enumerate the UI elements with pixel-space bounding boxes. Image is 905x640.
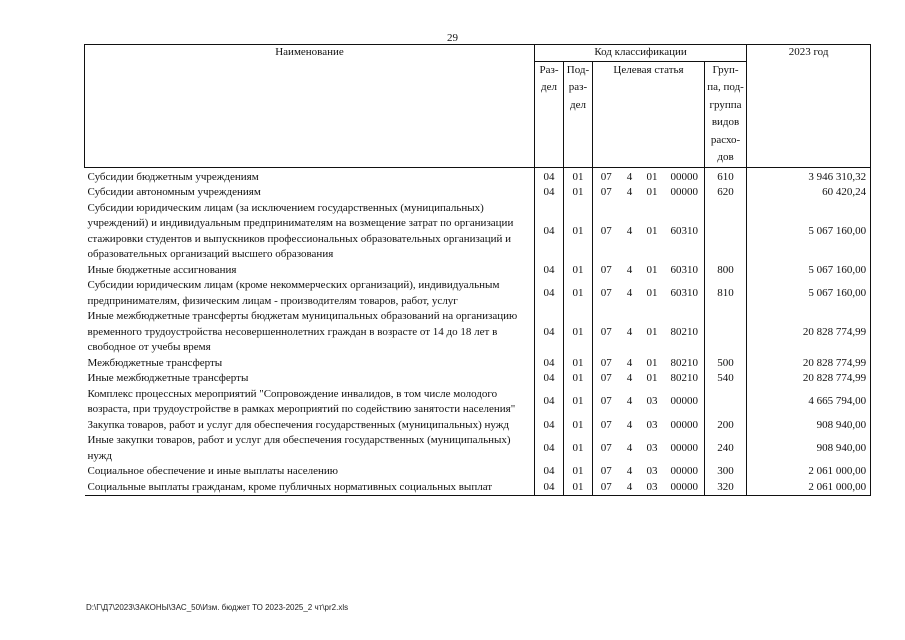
row-target-type: 4 (626, 418, 633, 431)
row-target-direction: 00000 (670, 186, 698, 198)
row-target-complex: 01 (646, 186, 658, 198)
row-name: Иные межбюджетные трансферты (87, 372, 249, 384)
row-target-type: 4 (626, 224, 633, 237)
row-target-type: 4 (626, 356, 633, 369)
row-target-direction: 00000 (670, 441, 698, 454)
table-row (85, 185, 871, 201)
header-target-item: Целевая статья (593, 61, 705, 167)
row-amount: 20 828 774,99 (747, 356, 871, 372)
row-name: Межбюджетные трансферты (87, 356, 223, 369)
row-target-type: 4 (626, 395, 633, 408)
header-classification-code: Код классификации (535, 45, 747, 62)
row-target-program: 07 (593, 185, 620, 201)
header-subsection: Под- раз- дел (564, 61, 593, 167)
row-expense-group: 620 (705, 185, 747, 201)
row-target-direction: 80210 (670, 372, 698, 384)
row-name: Иные закупки товаров, работ и услуг для обеспечения государственных (муниципальных) нужд (87, 434, 511, 462)
row-subsection: 01 (564, 433, 593, 464)
row-subsection: 01 (564, 387, 593, 418)
row-expense-group: 200 (705, 418, 747, 434)
row-amount: 5 067 160,00 (747, 201, 871, 263)
table-row (85, 201, 871, 263)
table-row (85, 433, 871, 464)
row-target-complex: 01 (646, 263, 658, 276)
table-row (85, 309, 871, 356)
row-target-direction: 00000 (670, 418, 698, 431)
row-target-direction: 00000 (670, 465, 698, 477)
row-target-direction: 80210 (670, 325, 698, 338)
row-expense-group: 500 (705, 356, 747, 372)
row-expense-group: 540 (705, 371, 747, 387)
row-section: 04 (535, 356, 564, 372)
row-subsection: 01 (564, 464, 593, 480)
row-subsection: 01 (564, 167, 593, 185)
row-target-type: 4 (626, 186, 633, 198)
file-path: D:\Г\Д7\2023\ЗАКОНЫ\ЗАС_50\Изм. бюджет ТО 2023-2025_2 чт\pr2.xls (86, 603, 349, 612)
row-expense-group: 320 (705, 480, 747, 496)
row-amount: 2 061 000,00 (747, 464, 871, 480)
row-target-direction: 60310 (670, 286, 698, 299)
row-section: 04 (535, 464, 564, 480)
row-target-complex: 01 (646, 286, 658, 299)
row-name: Субсидии юридическим лицам (кроме некоммерческих организаций), индивидуальным предпринимателям, физическим лицам - производителям товаров, работ, услуг (87, 279, 500, 307)
row-section: 04 (535, 387, 564, 418)
row-name: Социальное обеспечение и иные выплаты населению (87, 465, 339, 477)
row-section: 04 (535, 167, 564, 185)
row-amount: 908 940,00 (747, 418, 871, 434)
row-target-program: 07 (593, 418, 620, 434)
page-number: 29 (447, 32, 458, 44)
row-target-direction: 00000 (670, 170, 698, 183)
row-target-complex: 03 (646, 418, 658, 431)
row-target-program: 07 (593, 356, 620, 372)
budget-table (84, 44, 871, 496)
row-name: Комплекс процессных мероприятий "Сопровождение инвалидов, в том числе молодого возраста, при трудоустройстве в рамках мероприятий по содействию занятости населения" (87, 387, 516, 415)
row-target-type: 4 (626, 263, 633, 276)
table-row (85, 480, 871, 496)
row-target-type: 4 (626, 441, 633, 454)
table-row (85, 418, 871, 434)
table-row (85, 387, 871, 418)
row-name: Социальные выплаты гражданам, кроме публичных нормативных социальных выплат (87, 480, 493, 493)
row-expense-group (705, 387, 747, 418)
row-target-direction: 00000 (670, 480, 698, 493)
row-amount: 60 420,24 (747, 185, 871, 201)
row-target-direction: 00000 (670, 395, 698, 408)
row-target-complex: 01 (646, 224, 658, 237)
row-subsection: 01 (564, 278, 593, 309)
row-subsection: 01 (564, 309, 593, 356)
row-subsection: 01 (564, 371, 593, 387)
row-target-program: 07 (593, 278, 620, 309)
row-target-type: 4 (626, 325, 633, 338)
row-target-direction: 60310 (670, 224, 698, 237)
row-expense-group: 800 (705, 263, 747, 279)
row-amount: 3 946 310,32 (747, 167, 871, 185)
row-section: 04 (535, 263, 564, 279)
row-section: 04 (535, 418, 564, 434)
row-name: Субсидии бюджетным учреждениям (87, 170, 259, 183)
row-section: 04 (535, 309, 564, 356)
row-name: Субсидии автономным учреждениям (87, 186, 261, 198)
row-expense-group: 300 (705, 464, 747, 480)
row-amount: 20 828 774,99 (747, 309, 871, 356)
row-target-program: 07 (593, 480, 620, 496)
row-target-program: 07 (593, 167, 620, 185)
row-amount: 908 940,00 (747, 433, 871, 464)
row-subsection: 01 (564, 418, 593, 434)
header-name: Наименование (85, 45, 535, 168)
table-row (85, 356, 871, 372)
row-amount: 2 061 000,00 (747, 480, 871, 496)
row-target-complex: 01 (646, 325, 658, 338)
row-section: 04 (535, 201, 564, 263)
row-name: Субсидии юридическим лицам (за исключением государственных (муниципальных) учреждений) и индивидуальным предпринимателям на возмещение затрат по организации стажировки студентов и выпускников профессиональных образовательных организаций и образовательных организаций высшего образования (87, 201, 514, 260)
row-target-program: 07 (593, 201, 620, 263)
row-amount: 4 665 794,00 (747, 387, 871, 418)
row-expense-group (705, 201, 747, 263)
row-expense-group: 810 (705, 278, 747, 309)
row-target-type: 4 (626, 286, 633, 299)
row-section: 04 (535, 185, 564, 201)
row-target-complex: 01 (646, 170, 658, 183)
row-expense-group (705, 309, 747, 356)
row-amount: 20 828 774,99 (747, 371, 871, 387)
row-subsection: 01 (564, 263, 593, 279)
row-section: 04 (535, 480, 564, 496)
table-row (85, 278, 871, 309)
row-name: Иные межбюджетные трансферты бюджетам муниципальных образований на организацию временного трудоустройства несовершеннолетних граждан в возрасте от 14 до 18 лет в свободное от учебы время (87, 310, 518, 353)
table-row (85, 464, 871, 480)
row-target-program: 07 (593, 371, 620, 387)
table-body (85, 167, 871, 496)
row-target-type: 4 (626, 465, 633, 477)
row-subsection: 01 (564, 356, 593, 372)
row-target-direction: 60310 (670, 263, 698, 276)
row-section: 04 (535, 371, 564, 387)
row-target-type: 4 (626, 372, 633, 384)
row-name: Иные бюджетные ассигнования (87, 263, 237, 276)
row-target-complex: 03 (646, 441, 658, 454)
row-target-program: 07 (593, 433, 620, 464)
row-subsection: 01 (564, 480, 593, 496)
row-target-program: 07 (593, 387, 620, 418)
table-row (85, 371, 871, 387)
row-amount: 5 067 160,00 (747, 263, 871, 279)
row-target-complex: 01 (646, 372, 658, 384)
row-target-type: 4 (626, 170, 633, 183)
table-row (85, 263, 871, 279)
row-target-complex: 03 (646, 395, 658, 408)
row-target-type: 4 (626, 480, 633, 493)
row-amount: 5 067 160,00 (747, 278, 871, 309)
row-section: 04 (535, 433, 564, 464)
row-target-program: 07 (593, 263, 620, 279)
row-name: Закупка товаров, работ и услуг для обеспечения государственных (муниципальных) нужд (87, 418, 509, 431)
header-expense-group: Груп- па, под- группа видов расхо- дов (705, 61, 747, 167)
row-section: 04 (535, 278, 564, 309)
row-expense-group: 240 (705, 433, 747, 464)
header-section: Раз- дел (535, 61, 564, 167)
row-target-complex: 01 (646, 356, 658, 369)
row-target-direction: 80210 (670, 356, 698, 369)
table-row (85, 167, 871, 185)
row-expense-group: 610 (705, 167, 747, 185)
row-target-complex: 03 (646, 465, 658, 477)
header-year: 2023 год (747, 45, 871, 168)
row-target-complex: 03 (646, 480, 658, 493)
row-target-program: 07 (593, 464, 620, 480)
row-subsection: 01 (564, 185, 593, 201)
row-target-program: 07 (593, 309, 620, 356)
row-subsection: 01 (564, 201, 593, 263)
